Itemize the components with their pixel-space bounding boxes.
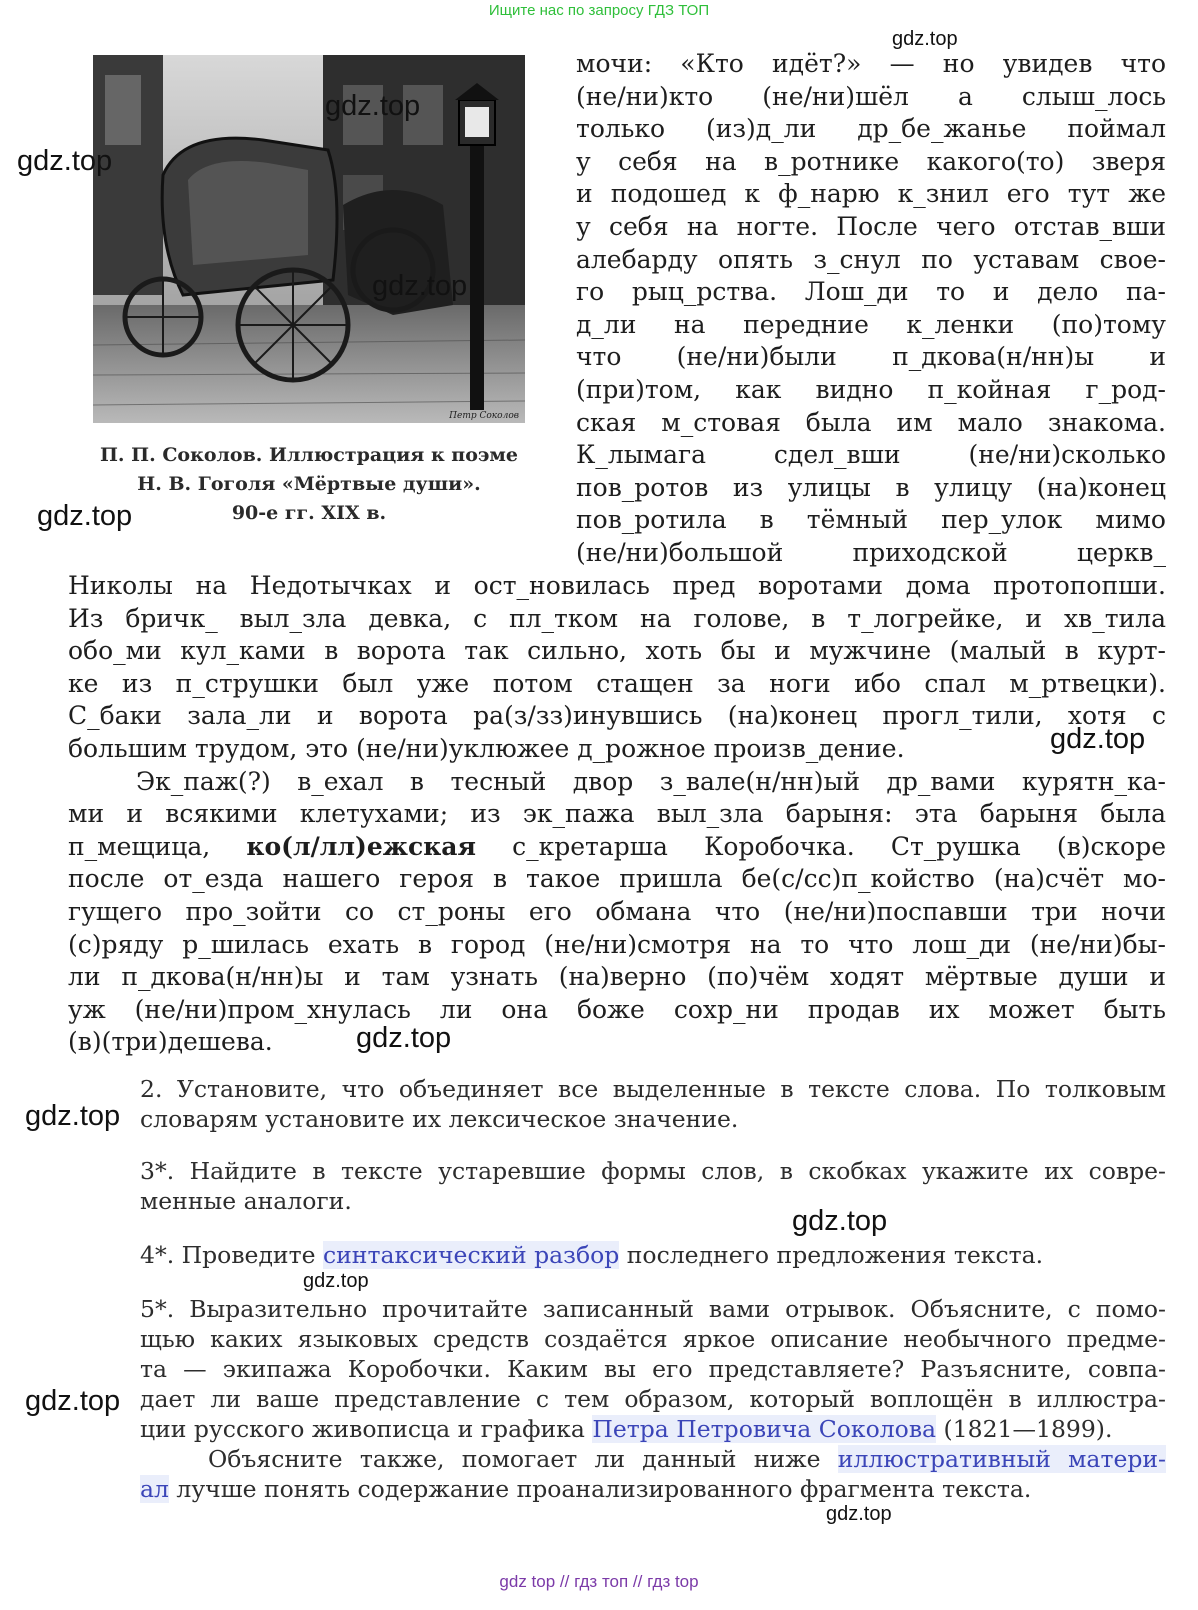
- text-line: Николы на Недотычках и ост_новилась пред воротами дома протопопши.: [68, 571, 1166, 600]
- text-line: (не/ни)кто (не/ни)шёл а слыш_лось: [576, 81, 1166, 111]
- task-4: [140, 1240, 1166, 1270]
- text-line: у себя на ногте. После чего отстав_вши: [576, 211, 1166, 241]
- text-segment: ции русского живописца и графика: [140, 1415, 593, 1443]
- syntax-analysis-link[interactable]: синтаксический разбор: [322, 1241, 620, 1269]
- text-line: обо_ми кул_ками в ворота так сильно, хоть бы и мужчине (малый в курт-: [68, 636, 1166, 666]
- text-line: пов_ротов из улицы в улицу (на)конец: [576, 472, 1166, 502]
- caption-line: П. П. Соколов. Иллюстрация к поэме: [99, 444, 519, 466]
- text-line: большим трудом, это (не/ни)уклюжее д_рожное произв_дение.: [68, 733, 905, 763]
- text-line: С_баки зала_ли и ворота ра(з/зз)инувшись (на)конец прогл_тили, хотя с: [68, 701, 1166, 731]
- task-line: [140, 1474, 1166, 1504]
- watermark: gdz.top: [792, 1205, 888, 1237]
- task-2: [140, 1074, 1166, 1134]
- text-line: го рыц_рства. Лош_ди то и дело па-: [576, 277, 1166, 307]
- caption-line: Н. В. Гоголя «Мёртвые души».: [137, 473, 481, 495]
- text-line: (с)ряду р_шилась ехать в город (не/ни)смотря на то что лош_ди (не/ни)бы-: [68, 929, 1166, 959]
- text-line-bold-word: [68, 831, 1166, 864]
- illustrative-material-link[interactable]: иллюстративный матери-: [837, 1445, 1166, 1473]
- text-line: ке из п_струшки был уже потом стащен за ноги ибо спал м_ртвецки).: [68, 668, 1166, 698]
- illustration: [93, 55, 525, 423]
- text-line: Эк_паж(?) в_ехал в тесный двор з_вале(н/нн)ый др_вами курятн_ка-: [136, 766, 1166, 796]
- task-3: [140, 1156, 1166, 1216]
- text-line: Из бричк_ выл_зла девка, с пл_тком на голове, в т_логрейке, и хв_тила: [68, 603, 1166, 633]
- text-line: алебарду опять з_снул по уставам свое-: [576, 244, 1166, 274]
- watermark: gdz.top: [303, 1270, 369, 1292]
- sokolov-link[interactable]: Петра Петровича Соколова: [592, 1415, 937, 1443]
- highlighted-word: ко(л/лл)ежская: [246, 831, 476, 861]
- text-line: после от_езда нашего героя в такое пришла бе(с/сс)п_койство (на)счёт мо-: [68, 864, 1166, 894]
- task-line: словарям установите их лексическое значение.: [140, 1105, 739, 1133]
- text-segment: п_мещица,: [68, 831, 247, 861]
- text-line: ская м_стовая была им мало знакома.: [576, 407, 1166, 437]
- text-line: К_лымага сдел_вши (не/ни)сколько: [576, 440, 1166, 470]
- watermark: gdz.top: [372, 270, 468, 302]
- text-segment: последнего предложения текста.: [619, 1241, 1044, 1269]
- task-line: дает ли ваше представление с тем образом, который воплощён в иллюстра-: [140, 1385, 1166, 1413]
- text-line: (при)том, как видно п_койная г_род-: [576, 374, 1166, 404]
- task-line: [140, 1414, 1166, 1444]
- illustration-caption: [78, 441, 540, 528]
- watermark: gdz.top: [25, 1385, 121, 1417]
- task-line: 5*. Выразительно прочитайте записанный вами отрывок. Объясните, с помо-: [140, 1295, 1166, 1323]
- text-line: д_ли на передние к_ленки (по)тому: [576, 309, 1166, 339]
- text-segment: (1821—1899).: [936, 1415, 1113, 1443]
- caption-line: 90-е гг. XIX в.: [231, 502, 387, 524]
- text-line: только (из)д_ли др_бе_жанье поймал: [576, 114, 1166, 144]
- text-line: и подошед к ф_нарю к_знил его тут же: [576, 179, 1166, 209]
- watermark: gdz.top: [325, 90, 421, 122]
- watermark: gdz.top: [25, 1100, 121, 1132]
- watermark: gdz.top: [37, 500, 133, 532]
- text-line: ли п_дкова(н/нн)ы и там узнать (на)верно (по)чём ходят мёртвые души и: [68, 962, 1166, 992]
- task-line: щью каких языковых средств создаётся яркое описание необычного предме-: [140, 1325, 1166, 1353]
- text-line: гущего про_зойти со ст_роны его обмана что (не/ни)поспавши три ночи: [68, 896, 1166, 926]
- top-banner: Ищите нас по запросу ГДЗ ТОП: [488, 2, 710, 19]
- task-line: 3*. Найдите в тексте устаревшие формы слов, в скобках укажите их совре-: [140, 1157, 1166, 1185]
- text-line: мочи: «Кто идёт?» — но увидев что: [576, 49, 1166, 78]
- text-line: (не/ни)большой приходской церкв_: [576, 537, 1166, 567]
- text-segment: с_кретарша Коробочка. Ст_рушка (в)скоре: [475, 831, 1166, 861]
- text-segment: 4*. Проведите: [140, 1241, 323, 1269]
- task-line: [140, 1240, 1166, 1270]
- task-line: [140, 1444, 1166, 1474]
- column-text: [576, 48, 1166, 570]
- text-segment: Объясните также, помогает ли данный ниже: [208, 1445, 838, 1473]
- task-line: менные аналоги.: [140, 1187, 352, 1215]
- illustrative-material-link-cont[interactable]: ал: [140, 1475, 169, 1503]
- text-line: уж (не/ни)пром_хнулась ли она боже сохр_ни продав их может быть: [68, 994, 1166, 1024]
- watermark: gdz.top: [892, 28, 958, 50]
- text-line: (в)(три)дешева.: [68, 1027, 273, 1057]
- watermark: gdz.top: [1050, 723, 1146, 755]
- text-line: у себя на в_ротнике какого(то) зверя: [576, 146, 1166, 176]
- watermark: gdz.top: [826, 1503, 892, 1525]
- main-text: [68, 570, 1166, 1059]
- text-line: что (не/ни)были п_дкова(н/нн)ы и: [576, 342, 1166, 372]
- watermark: gdz.top: [17, 145, 113, 177]
- text-line: пов_ротила в тёмный пер_улок мимо: [576, 505, 1166, 535]
- text-line: ми и всякими клетухами; из эк_пажа выл_зла барыня: эта барыня была: [68, 799, 1166, 829]
- text-segment: лучше понять содержание проанализированного фрагмента текста.: [168, 1475, 1032, 1503]
- carriage-illustration: [93, 55, 525, 423]
- watermark: gdz.top: [356, 1022, 452, 1054]
- task-5: [140, 1294, 1166, 1504]
- footer: gdz top // гдз топ // гдз top: [499, 1572, 699, 1591]
- task-line: 2. Установите, что объединяет все выделенные в тексте слова. По толковым: [140, 1075, 1166, 1103]
- illustration-signature: Петр Соколов: [449, 411, 519, 421]
- task-line: та — экипажа Коробочки. Каким вы его представляете? Разъясните, совпа-: [140, 1355, 1166, 1383]
